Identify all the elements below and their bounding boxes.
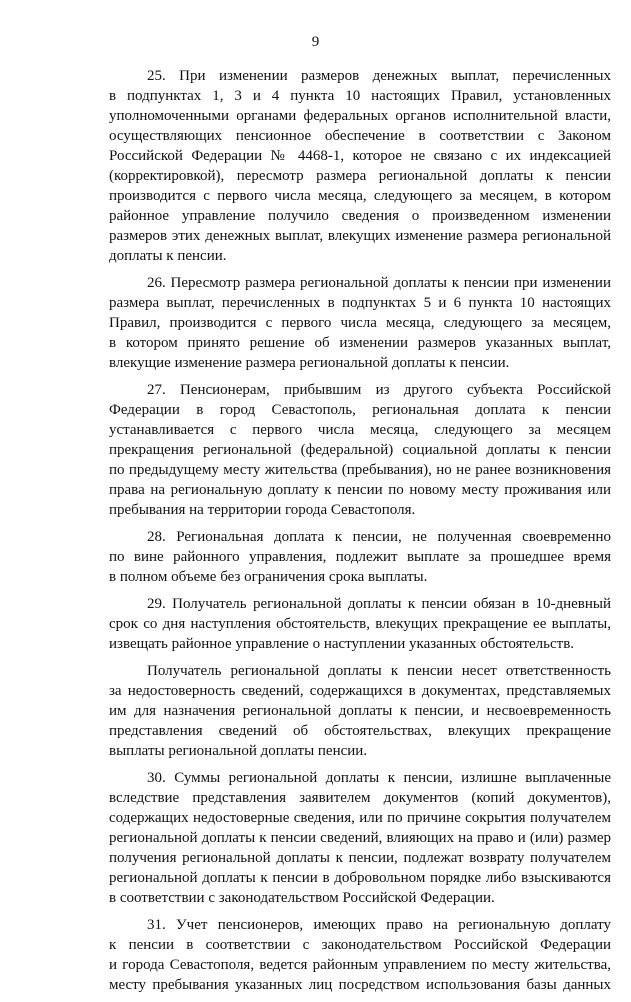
text-line: осуществляющих пенсионное обеспечение в соответствии с Законом <box>109 128 611 144</box>
text-line: им для назначения региональной доплаты к пенсии, и несвоевременность <box>109 703 611 719</box>
text-line: прекращения региональной (федеральной) социальной доплаты к пенсии <box>109 442 611 458</box>
text-line: в соответствии с законодательством Российской Федерации. <box>109 890 495 906</box>
text-line: (корректировкой), пересмотр размера региональной доплаты к пенсии <box>109 168 611 184</box>
text-line: региональной доплаты к пенсии в добровольном порядке либо взыскиваются <box>109 870 611 886</box>
text-line: 28. Региональная доплата к пенсии, не полученная своевременно <box>147 529 611 545</box>
text-line: Российской Федерации № 4468-1, которое не связано с их индексацией <box>109 148 611 164</box>
paragraph-p29b <box>109 661 611 761</box>
text-line: Правил, производится с первого числа месяца, следующего за месяцем, <box>109 315 611 331</box>
text-line: региональной доплаты к пенсии сведений, влияющих на право и (или) размер <box>109 830 611 846</box>
text-line: содержащих недостоверные сведения, или по причине сокрытия получателем <box>109 810 611 826</box>
paragraph-p25 <box>109 66 611 266</box>
text-line: пребывания на территории города Севастополя. <box>109 502 416 518</box>
text-line: права на региональную доплату к пенсии по новому месту проживания или <box>109 482 611 498</box>
paragraph-p31 <box>109 915 611 995</box>
text-line: 27. Пенсионерам, прибывшим из другого субъекта Российской <box>147 382 611 398</box>
paragraph-p30 <box>109 768 611 908</box>
text-line: к пенсии в соответствии с законодательством Российской Федерации <box>109 937 611 953</box>
text-line: в полном объеме без ограничения срока выплаты. <box>109 569 428 585</box>
text-line: извещать районное управление о наступлении указанных обстоятельств. <box>109 636 575 652</box>
paragraph-p27 <box>109 380 611 520</box>
text-line: в котором принято решение об изменении размеров указанных выплат, <box>109 335 611 351</box>
text-line: районное управление получило сведения о произведенном изменении <box>109 208 611 224</box>
text-line: влекущие изменение размера региональной доплаты к пенсии. <box>109 355 510 371</box>
paragraph-p28 <box>109 527 611 587</box>
text-line: получения региональной доплаты к пенсии, подлежат возврату получателем <box>109 850 611 866</box>
text-line: по вине районного управления, подлежит выплате за прошедшее время <box>109 549 611 565</box>
document-body <box>109 66 611 1002</box>
text-line: доплаты к пенсии. <box>109 248 227 264</box>
text-line: размера выплат, перечисленных в подпунктах 5 и 6 пункта 10 настоящих <box>109 295 611 311</box>
text-line: 26. Пересмотр размера региональной доплаты к пенсии при изменении <box>147 275 611 291</box>
text-line: 30. Суммы региональной доплаты к пенсии, излишне выплаченные <box>147 770 611 786</box>
text-line: Получатель региональной доплаты к пенсии несет ответственность <box>147 663 611 679</box>
text-line: 29. Получатель региональной доплаты к пенсии обязан в 10-дневный <box>147 596 611 612</box>
text-line: представления сведений об обстоятельствах, влекущих прекращение <box>109 723 611 739</box>
text-line: 31. Учет пенсионеров, имеющих право на региональную доплату <box>147 917 611 933</box>
text-line: устанавливается с первого числа месяца, следующего за месяцем <box>109 422 611 438</box>
text-line: месту пребывания указанных лиц посредством использования базы данных <box>109 977 611 993</box>
page-number: 9 <box>311 34 320 50</box>
text-line: 25. При изменении размеров денежных выплат, перечисленных <box>147 68 611 84</box>
text-line: вследствие представления заявителем документов (копий документов), <box>109 790 611 806</box>
text-line: за недостоверность сведений, содержащихся в документах, представляемых <box>109 683 611 699</box>
text-line: по предыдущему месту жительства (пребывания), но не ранее возникновения <box>109 462 611 478</box>
paragraph-p29 <box>109 594 611 654</box>
text-line: срок со дня наступления обстоятельств, влекущих прекращение ее выплаты, <box>109 616 611 632</box>
text-line: Федерации в город Севастополь, региональная доплата к пенсии <box>109 402 611 418</box>
text-line: в подпунктах 1, 3 и 4 пункта 10 настоящих Правил, установленных <box>109 88 611 104</box>
paragraph-p26 <box>109 273 611 373</box>
text-line: производится с первого числа месяца, следующего за месяцем, в котором <box>109 188 611 204</box>
text-line: уполномоченными органами федеральных органов исполнительной власти, <box>109 108 611 124</box>
text-line: и города Севастополя, ведется районным управлением по месту жительства, <box>109 957 611 973</box>
text-line: размеров этих денежных выплат, влекущих изменение размера региональной <box>109 228 611 244</box>
text-line: выплаты региональной доплаты пенсии. <box>109 743 368 759</box>
